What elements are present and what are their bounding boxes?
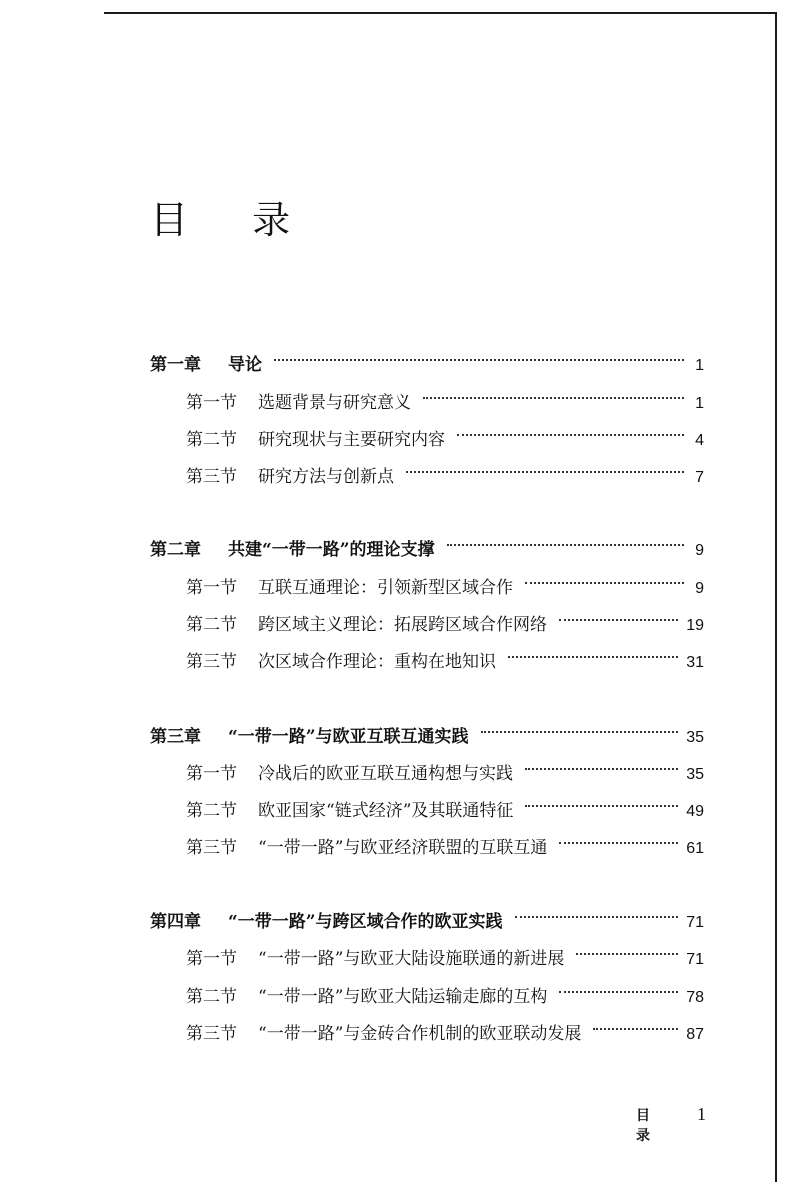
toc-entry-number: 第二节 — [186, 430, 237, 450]
toc-entry-title: “一带一路”与欧亚互联互通实践 — [228, 727, 469, 747]
toc-entry-title: 共建“一带一路”的理论支撑 — [228, 540, 435, 560]
toc-entry-page: 7 — [695, 469, 704, 486]
toc-chapter-3[interactable] — [150, 722, 704, 752]
toc-entry-page: 61 — [686, 840, 704, 857]
toc-entry-page: 1 — [695, 395, 704, 412]
dot-leader — [515, 916, 679, 918]
toc-entry-title: 选题背景与研究意义 — [258, 393, 411, 413]
toc-entry-page: 35 — [686, 766, 704, 783]
toc-section-3-2[interactable] — [186, 796, 704, 826]
toc-entry-page: 35 — [686, 729, 704, 746]
dot-leader — [406, 471, 684, 473]
toc-chapter-2[interactable] — [150, 535, 704, 565]
toc-entry-title: 次区域合作理论：重构在地知识 — [258, 652, 496, 672]
dot-leader — [559, 842, 678, 844]
page-number: 1 — [697, 1104, 706, 1124]
page-footer — [636, 1104, 706, 1144]
toc-entry-number: 第一节 — [186, 393, 237, 413]
toc-section-1-2[interactable] — [186, 425, 704, 455]
running-footer-label: 目 录 — [636, 1108, 660, 1144]
toc-entry-title: 导论 — [228, 355, 262, 375]
dot-leader — [423, 397, 684, 399]
dot-leader — [481, 731, 679, 733]
toc-entry-title: “一带一路”与欧亚经济联盟的互联互通 — [258, 838, 548, 858]
toc-section-1-1[interactable] — [186, 388, 704, 418]
dot-leader — [593, 1028, 678, 1030]
toc-entry-number: 第二节 — [186, 801, 237, 821]
toc-entry-title: 研究方法与创新点 — [258, 467, 394, 487]
toc-entry-title: “一带一路”与欧亚大陆设施联通的新进展 — [258, 949, 565, 969]
toc-section-2-1[interactable] — [186, 573, 704, 603]
toc-entry-number: 第四章 — [150, 912, 201, 932]
toc-section-3-1[interactable] — [186, 759, 704, 789]
toc-chapter-1[interactable] — [150, 350, 704, 380]
dot-leader — [559, 619, 678, 621]
dot-leader — [508, 656, 678, 658]
toc-section-3-3[interactable] — [186, 833, 704, 863]
toc-entry-number: 第一章 — [150, 355, 201, 375]
toc-section-1-3[interactable] — [186, 462, 704, 492]
dot-leader — [274, 359, 684, 361]
toc-entry-number: 第三节 — [186, 652, 237, 672]
toc-entry-number: 第三节 — [186, 467, 237, 487]
toc-entry-number: 第二章 — [150, 540, 201, 560]
toc-entry-title: “一带一路”与欧亚大陆运输走廊的互构 — [258, 987, 548, 1007]
toc-entry-title: “一带一路”与跨区域合作的欧亚实践 — [228, 912, 503, 932]
toc-entry-page: 71 — [686, 951, 704, 968]
toc-entry-title: 研究现状与主要研究内容 — [258, 430, 445, 450]
toc-entry-number: 第二节 — [186, 987, 237, 1007]
toc-entry-title: “一带一路”与金砖合作机制的欧亚联动发展 — [258, 1024, 582, 1044]
toc-entry-page: 19 — [686, 617, 704, 634]
toc-section-2-2[interactable] — [186, 610, 704, 640]
toc-entry-title: 冷战后的欧亚互联互通构想与实践 — [258, 764, 513, 784]
toc-entry-title: 跨区域主义理论：拓展跨区域合作网络 — [258, 615, 547, 635]
toc-entry-number: 第三节 — [186, 1024, 237, 1044]
dot-leader — [525, 768, 678, 770]
dot-leader — [447, 544, 684, 546]
toc-entry-page: 71 — [686, 914, 704, 931]
toc-entry-number: 第三节 — [186, 838, 237, 858]
toc-entry-page: 1 — [695, 357, 704, 374]
toc-section-4-1[interactable] — [186, 944, 704, 974]
dot-leader — [525, 582, 684, 584]
toc-entry-page: 49 — [686, 803, 704, 820]
toc-entry-number: 第一节 — [186, 764, 237, 784]
dot-leader — [525, 805, 678, 807]
toc-entry-page: 9 — [695, 542, 704, 559]
toc-section-2-3[interactable] — [186, 647, 704, 677]
toc-entry-number: 第一节 — [186, 949, 237, 969]
toc-entry-number: 第三章 — [150, 727, 201, 747]
toc-entry-page: 31 — [686, 654, 704, 671]
toc-entry-title: 欧亚国家“链式经济”及其联通特征 — [258, 801, 514, 821]
toc-entry-page: 9 — [695, 580, 704, 597]
toc-section-4-2[interactable] — [186, 982, 704, 1012]
toc-section-4-3[interactable] — [186, 1019, 704, 1049]
dot-leader — [457, 434, 684, 436]
page-title: 目 录 — [150, 198, 317, 243]
dot-leader — [576, 953, 678, 955]
dot-leader — [559, 991, 678, 993]
toc-entry-page: 87 — [686, 1026, 704, 1043]
toc-entry-page: 78 — [686, 989, 704, 1006]
toc-entry-number: 第一节 — [186, 578, 237, 598]
toc-entry-title: 互联互通理论：引领新型区域合作 — [258, 578, 513, 598]
toc-entry-number: 第二节 — [186, 615, 237, 635]
toc-chapter-4[interactable] — [150, 907, 704, 937]
toc-entry-page: 4 — [695, 432, 704, 449]
